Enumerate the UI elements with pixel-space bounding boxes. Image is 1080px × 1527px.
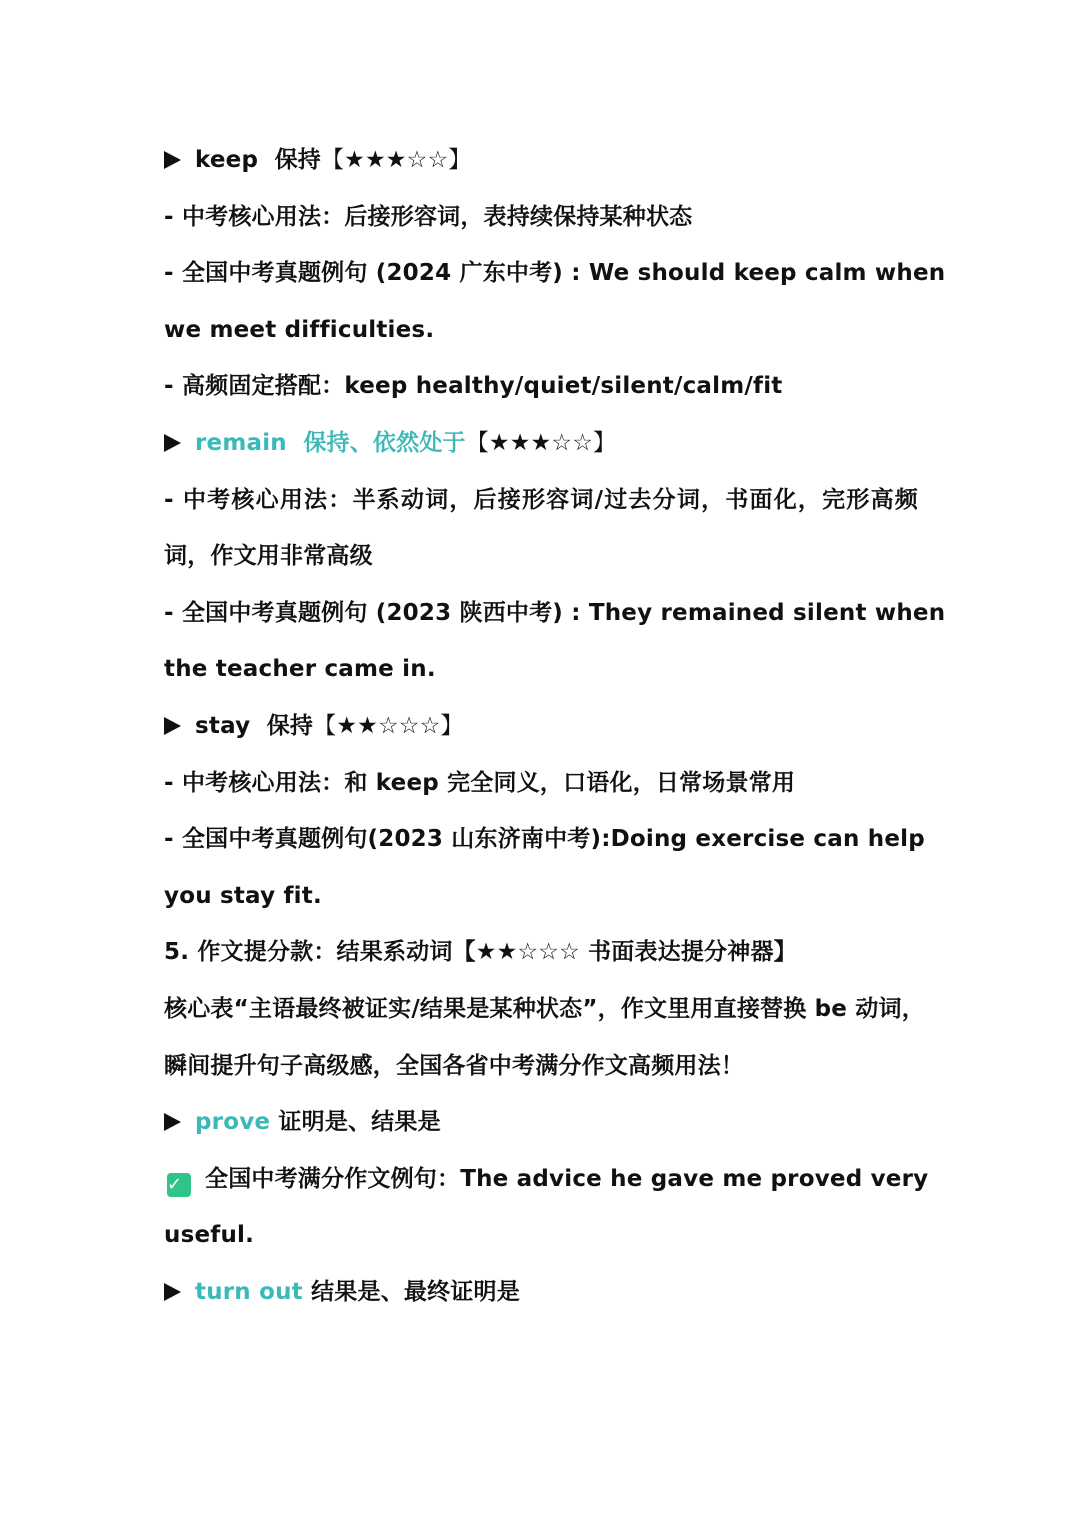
turn-out-heading [164, 1264, 918, 1321]
remain-usage-line2: 词，作文用非常高级 [164, 543, 373, 570]
keep-collocation: - 高频固定搭配：keep healthy/quiet/silent/calm/fit [164, 373, 783, 400]
remain-example-line1: - 全国中考真题例句 (2023 陕西中考) : They remained silent when [164, 599, 946, 626]
keep-stars: 【★★★☆☆】 [320, 147, 472, 173]
triangle-right-icon [164, 151, 181, 169]
stay-example-line1: - 全国中考真题例句(2023 山东济南中考):Doing exercise can help [164, 826, 925, 853]
triangle-right-icon [164, 434, 181, 452]
triangle-right-icon [164, 717, 181, 735]
keep-heading [164, 132, 918, 189]
stay-usage: - 中考核心用法：和 keep 完全同义，口语化，日常场景常用 [164, 769, 796, 796]
remain-meaning: 保持、依然处于 [303, 429, 466, 456]
triangle-right-icon [164, 1283, 181, 1301]
stay-word: stay [195, 712, 251, 739]
stay-example-line2: you stay fit. [164, 882, 322, 909]
turn-out-word: turn out [195, 1278, 303, 1305]
remain-example-line2: the teacher came in. [164, 656, 436, 683]
remain-heading [164, 415, 918, 472]
turn-out-meaning: 结果是、最终证明是 [311, 1278, 520, 1305]
stay-meaning: 保持 [266, 712, 314, 739]
keep-example-line2: we meet difficulties. [164, 316, 435, 343]
prove-meaning: 证明是、结果是 [278, 1109, 441, 1136]
stay-stars: 【★★☆☆☆】 [313, 712, 464, 739]
prove-example-line1 [164, 1151, 929, 1208]
section5-intro-line1: 核心表“主语最终被证实/结果是某种状态”，作文里用直接替换 be 动词， [164, 995, 925, 1022]
keep-example-line1: - 全国中考真题例句 (2024 广东中考) : We should keep calm when [164, 260, 946, 287]
keep-word: keep [195, 147, 259, 173]
check-box-icon: ✓ [167, 1173, 191, 1197]
prove-example-text: 全国中考满分作文例句：The advice he gave me proved very [205, 1165, 929, 1192]
remain-usage-line1: - 中考核心用法：半系动词，后接形容词/过去分词，书面化，完形高频 [164, 486, 918, 513]
remain-word: remain [195, 429, 287, 456]
document-content [164, 132, 946, 1320]
section5-heading: 5. 作文提分款：结果系动词【★★☆☆☆ 书面表达提分神器】 [164, 939, 797, 966]
keep-usage: - 中考核心用法：后接形容词，表持续保持某种状态 [164, 203, 693, 230]
triangle-right-icon [164, 1113, 181, 1131]
prove-word: prove [195, 1109, 271, 1136]
prove-heading [164, 1094, 918, 1151]
prove-example-line2: useful. [164, 1222, 255, 1249]
section5-intro-line2: 瞬间提升句子高级感，全国各省中考满分作文高频用法！ [164, 1052, 744, 1079]
remain-stars: 【★★★☆☆】 [465, 429, 617, 456]
keep-meaning: 保持 [274, 147, 321, 173]
stay-heading [164, 698, 918, 755]
